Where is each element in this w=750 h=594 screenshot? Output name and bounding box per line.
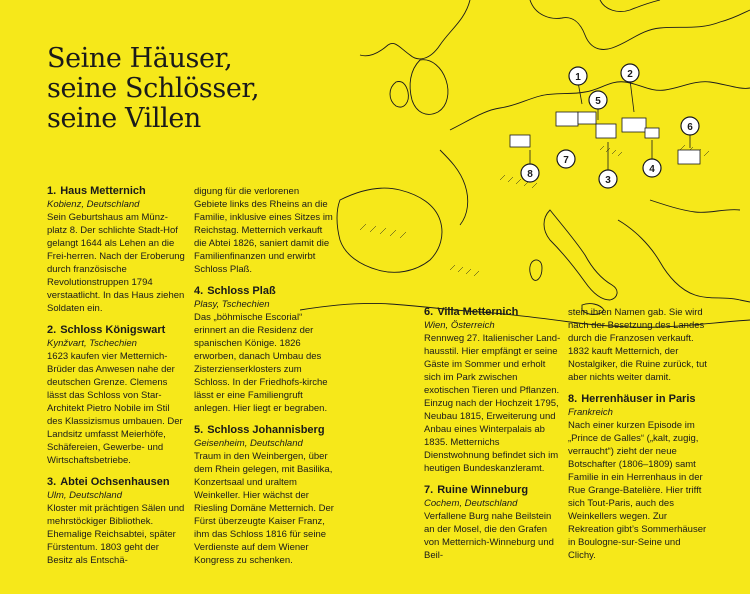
entry-location: Kobienz, Deutschland bbox=[47, 199, 140, 210]
map-marker-2[interactable] bbox=[621, 64, 639, 82]
title-line-2: seine Schlösser, bbox=[47, 73, 260, 104]
entry-body: Rennweg 27. Italienischer Land-hausstil. Hier empfängt er seine Gäste im Sommer und erholt sich im Park zwischen exotischen Tieren und Pflanzen. Einzug nach der Hochzeit 1795, Neubau 1815, Erweiterung und Anbau eines Winterpalais ab 1835. Metternichs Dienstwohnung befindet sich im heutigen Bundeskanzleramt. bbox=[424, 333, 561, 474]
map-marker-3[interactable] bbox=[599, 170, 617, 188]
entry-location: Kynžvart, Tschechien bbox=[47, 338, 137, 349]
entry-heading: 8. Herrenhäuser in Paris bbox=[568, 393, 696, 405]
entry-body: Traum in den Weinbergen, über dem Rhein gelegen, mit Basilika, Konzertsaal und uraltem Weinkeller. Hier wächst der Riesling Domäne Metternich. Der Fürst überzeugte Kaiser Franz, ihm das Schloss 1816 für seine Verdienste auf dem Wiener Kongress zu schenken. bbox=[194, 451, 334, 566]
entry-body: Nach einer kurzen Episode im „Prince de Galles“ („kalt, zugig, verraucht“) zieht der neue Botschafter (1806–1809) samt Familie in ein Herrenhaus in der Rue Grange-Batelière. Hier trifft sich Tout-Paris, auch des Weinkellers wegen. Zur Rekreation gibt’s Sommerhäuser in Boulogne-sur-Seine und Clichy. bbox=[568, 420, 707, 561]
map-marker-6[interactable] bbox=[681, 117, 699, 135]
entry-location: Plasy, Tschechien bbox=[194, 299, 270, 310]
text-column-1 bbox=[47, 185, 187, 576]
entry-ruine-winneburg bbox=[424, 484, 564, 562]
entry-schloss-koenigswart bbox=[47, 324, 187, 467]
entry-body: Kloster mit prächtigen Sälen und mehrstöckiger Bibliothek. Ehemalige Reichsabtei, später Fürstentum. 1803 geht der Besitz als Entschä- bbox=[47, 503, 185, 566]
castle-icons bbox=[510, 112, 700, 164]
map-marker-1[interactable] bbox=[569, 67, 587, 85]
entry-herrenhaeuser-paris bbox=[568, 393, 708, 562]
svg-text:4: 4 bbox=[649, 164, 655, 175]
entry-continuation bbox=[194, 185, 334, 276]
text-column-3 bbox=[424, 306, 564, 571]
svg-text:3: 3 bbox=[605, 175, 611, 186]
entry-body: Das „böhmische Escorial“ erinnert an die Residenz der spanischen Könige. 1826 erworben, danach Umbau des Zisterzienserklosters zum Schloss. In der Friedhofs-kirche lässt er eine Familiengruft anlegen. Hier liegt er begraben. bbox=[194, 312, 328, 414]
entry-heading: 7. Ruine Winneburg bbox=[424, 484, 529, 496]
entry-body: Verfallene Burg nahe Beilstein an der Mosel, die den Grafen von Metternich-Winneburg und Beil- bbox=[424, 511, 554, 561]
entry-location: Frankreich bbox=[568, 407, 613, 418]
entry-heading: 5. Schloss Johannisberg bbox=[194, 424, 325, 436]
svg-text:8: 8 bbox=[527, 169, 533, 180]
entry-continuation bbox=[568, 306, 708, 384]
map-marker-4[interactable] bbox=[643, 159, 661, 177]
entry-location: Cochem, Deutschland bbox=[424, 498, 518, 509]
entry-heading: 3. Abtei Ochsenhausen bbox=[47, 476, 170, 488]
svg-text:5: 5 bbox=[595, 96, 601, 107]
entry-heading: 6. Villa Metternich bbox=[424, 306, 519, 318]
svg-text:2: 2 bbox=[627, 69, 633, 80]
entry-location: Geisenheim, Deutschland bbox=[194, 438, 303, 449]
svg-text:6: 6 bbox=[687, 122, 693, 133]
europe-map-illustration bbox=[300, 0, 750, 330]
entry-schloss-johannisberg bbox=[194, 424, 334, 567]
entry-location: Wien, Österreich bbox=[424, 320, 495, 331]
title-line-3: seine Villen bbox=[47, 103, 201, 134]
title-line-1: Seine Häuser, bbox=[47, 43, 233, 74]
svg-text:7: 7 bbox=[563, 155, 569, 166]
entry-haus-metternich bbox=[47, 185, 187, 315]
map-marker-7[interactable] bbox=[557, 150, 575, 168]
entry-heading: 1. Haus Metternich bbox=[47, 185, 146, 197]
map-marker-8[interactable] bbox=[521, 164, 539, 182]
text-column-4 bbox=[568, 306, 708, 571]
map-marker-5[interactable] bbox=[589, 91, 607, 109]
entry-body: Sein Geburtshaus am Münz-platz 8. Der schlichte Stadt-Hof gelangt 1644 als Lehen an die Frei-herren. Nach der Eroberung durch französische Revolutionstruppen 1794 verstaatlicht. In das Haus ziehen Soldaten ein. bbox=[47, 212, 185, 314]
page-title bbox=[47, 44, 259, 134]
entry-villa-metternich bbox=[424, 306, 564, 475]
entry-body-continuation: stein ihren Namen gab. Sie wird nach der Besetzung des Landes durch die Franzosen verkauft. 1832 kauft Metternich, der Nostalgiker, die Ruine zurück, tut aber nichts weiter damit. bbox=[568, 307, 707, 383]
entry-body: 1623 kaufen vier Metternich-Brüder das Anwesen nahe der deutschen Grenze. Clemens lässt das Schloss von Star-Architekt Pietro Nobile im Stil des Klassizismus umbauen. Der Landsitz umfasst Meierhöfe, Schäfereien, Gewerbe- und Wirtschaftsbetriebe. bbox=[47, 351, 183, 466]
entry-schloss-plass bbox=[194, 285, 334, 415]
entry-heading: 4. Schloss Plaß bbox=[194, 285, 276, 297]
text-column-2 bbox=[194, 185, 334, 576]
entry-abtei-ochsenhausen bbox=[47, 476, 187, 567]
entry-body-continuation: digung für die verlorenen Gebiete links des Rheins an die Familie, inklusive eines Sitzes im Reichstag. Metternich verkauft die Abtei 1826, saniert damit die Familienfinanzen und erwirbt Schloss Plaß. bbox=[194, 186, 333, 275]
entry-location: Ulm, Deutschland bbox=[47, 490, 122, 501]
entry-heading: 2. Schloss Königswart bbox=[47, 324, 166, 336]
svg-text:1: 1 bbox=[575, 72, 581, 83]
